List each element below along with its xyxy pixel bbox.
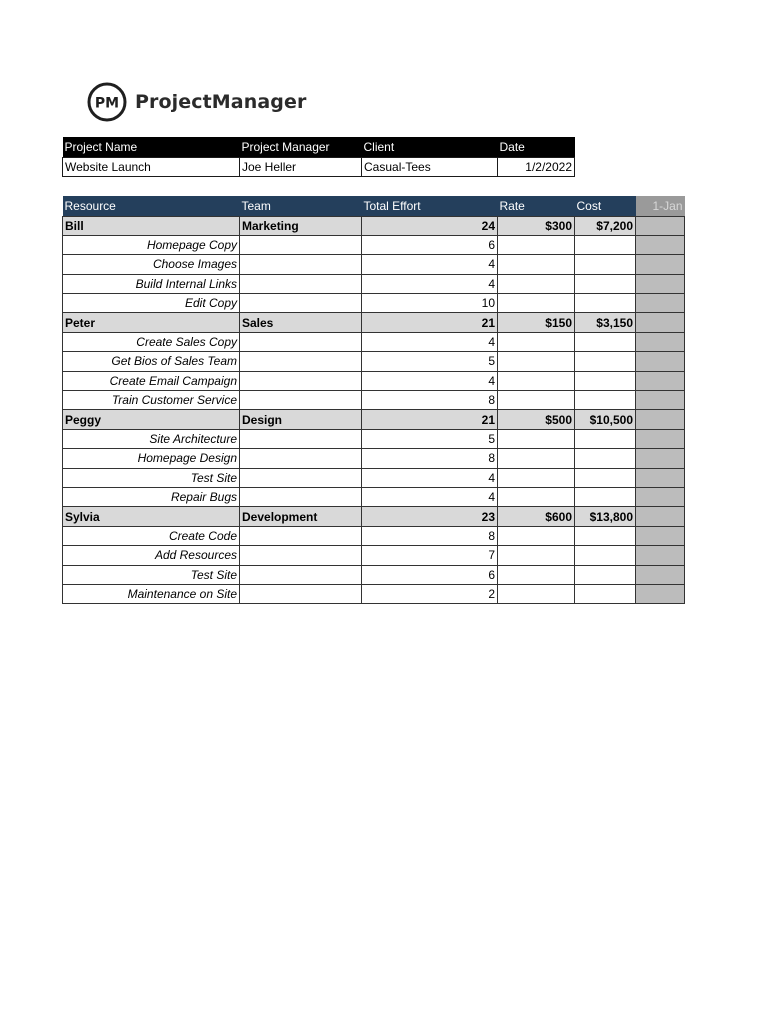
cost-cell[interactable] <box>575 565 636 584</box>
rate-cell[interactable] <box>498 235 575 254</box>
day-cell[interactable] <box>636 352 685 371</box>
day-header: 1-Jan <box>636 196 685 216</box>
rate-cell[interactable]: $500 <box>498 410 575 429</box>
project-name-header: Project Name <box>63 137 240 157</box>
task-effort-cell[interactable]: 5 <box>362 352 498 371</box>
day-cell[interactable] <box>636 410 685 429</box>
task-effort-cell[interactable]: 4 <box>362 371 498 390</box>
total-effort-cell[interactable]: 24 <box>362 216 498 235</box>
team-cell[interactable] <box>240 526 362 545</box>
task-row <box>63 332 685 351</box>
day-cell[interactable] <box>636 255 685 274</box>
task-effort-cell[interactable]: 4 <box>362 332 498 351</box>
task-effort-cell[interactable]: 8 <box>362 526 498 545</box>
total-effort-cell[interactable]: 23 <box>362 507 498 526</box>
team-cell[interactable] <box>240 546 362 565</box>
resource-name-cell[interactable]: Bill <box>63 216 240 235</box>
rate-cell[interactable] <box>498 565 575 584</box>
projectmanager-logo <box>87 82 306 122</box>
rate-header: Rate <box>498 196 575 216</box>
task-name-cell[interactable]: Choose Images <box>63 255 240 274</box>
team-cell[interactable] <box>240 274 362 293</box>
total-effort-header: Total Effort <box>362 196 498 216</box>
day-cell[interactable] <box>636 294 685 313</box>
task-row <box>63 449 685 468</box>
date-cell[interactable]: 1/2/2022 <box>498 157 575 176</box>
resource-name-cell[interactable]: Sylvia <box>63 507 240 526</box>
project-info-row <box>63 157 575 176</box>
task-effort-cell[interactable]: 4 <box>362 255 498 274</box>
day-cell[interactable] <box>636 507 685 526</box>
task-name-cell[interactable]: Add Resources <box>63 546 240 565</box>
cost-cell[interactable]: $7,200 <box>575 216 636 235</box>
task-effort-cell[interactable]: 6 <box>362 235 498 254</box>
cost-header: Cost <box>575 196 636 216</box>
task-effort-cell[interactable]: 6 <box>362 565 498 584</box>
cost-cell[interactable] <box>575 546 636 565</box>
team-header: Team <box>240 196 362 216</box>
project-manager-header: Project Manager <box>240 137 362 157</box>
rate-cell[interactable] <box>498 391 575 410</box>
team-cell[interactable] <box>240 371 362 390</box>
day-cell[interactable] <box>636 468 685 487</box>
cost-cell[interactable] <box>575 487 636 506</box>
cost-cell[interactable] <box>575 352 636 371</box>
day-cell[interactable] <box>636 546 685 565</box>
task-name-cell[interactable]: Create Sales Copy <box>63 332 240 351</box>
cost-cell[interactable] <box>575 468 636 487</box>
task-effort-cell[interactable]: 4 <box>362 487 498 506</box>
task-name-cell[interactable]: Homepage Design <box>63 449 240 468</box>
rate-cell[interactable] <box>498 449 575 468</box>
task-name-cell[interactable]: Maintenance on Site <box>63 584 240 603</box>
total-effort-cell[interactable]: 21 <box>362 313 498 332</box>
task-row <box>63 468 685 487</box>
task-name-cell[interactable]: Create Code <box>63 526 240 545</box>
task-row <box>63 371 685 390</box>
task-effort-cell[interactable]: 10 <box>362 294 498 313</box>
cost-cell[interactable] <box>575 449 636 468</box>
task-name-cell[interactable]: Test Site <box>63 565 240 584</box>
resource-name-cell[interactable]: Peter <box>63 313 240 332</box>
day-cell[interactable] <box>636 526 685 545</box>
rate-cell[interactable]: $300 <box>498 216 575 235</box>
client-header: Client <box>362 137 498 157</box>
logo-mark-text: PM <box>94 95 120 112</box>
rate-cell[interactable]: $600 <box>498 507 575 526</box>
rate-cell[interactable]: $150 <box>498 313 575 332</box>
task-name-cell[interactable]: Get Bios of Sales Team <box>63 352 240 371</box>
rate-cell[interactable] <box>498 487 575 506</box>
cost-cell[interactable] <box>575 255 636 274</box>
task-row <box>63 487 685 506</box>
rate-cell[interactable] <box>498 352 575 371</box>
cost-cell[interactable]: $3,150 <box>575 313 636 332</box>
cost-cell[interactable] <box>575 526 636 545</box>
team-cell[interactable]: Development <box>240 507 362 526</box>
team-cell[interactable] <box>240 352 362 371</box>
task-effort-cell[interactable]: 2 <box>362 584 498 603</box>
task-row <box>63 391 685 410</box>
team-cell[interactable] <box>240 584 362 603</box>
task-row <box>63 294 685 313</box>
task-row <box>63 255 685 274</box>
task-name-cell[interactable]: Edit Copy <box>63 294 240 313</box>
day-cell[interactable] <box>636 565 685 584</box>
total-effort-cell[interactable]: 21 <box>362 410 498 429</box>
task-name-cell[interactable]: Create Email Campaign <box>63 371 240 390</box>
task-row <box>63 546 685 565</box>
task-row <box>63 352 685 371</box>
rate-cell[interactable] <box>498 332 575 351</box>
task-effort-cell[interactable]: 7 <box>362 546 498 565</box>
task-name-cell[interactable]: Train Customer Service <box>63 391 240 410</box>
cost-cell[interactable] <box>575 371 636 390</box>
rate-cell[interactable] <box>498 294 575 313</box>
cost-cell[interactable]: $13,800 <box>575 507 636 526</box>
day-cell[interactable] <box>636 216 685 235</box>
task-name-cell[interactable]: Build Internal Links <box>63 274 240 293</box>
team-cell[interactable] <box>240 391 362 410</box>
day-cell[interactable] <box>636 274 685 293</box>
cost-cell[interactable] <box>575 274 636 293</box>
task-name-cell[interactable]: Test Site <box>63 468 240 487</box>
cost-cell[interactable] <box>575 332 636 351</box>
rate-cell[interactable] <box>498 526 575 545</box>
task-effort-cell[interactable]: 5 <box>362 429 498 448</box>
team-cell[interactable] <box>240 565 362 584</box>
pm-logo-icon <box>87 82 127 122</box>
resource-header: Resource <box>63 196 240 216</box>
date-header: Date <box>498 137 575 157</box>
rate-cell[interactable] <box>498 274 575 293</box>
day-cell[interactable] <box>636 487 685 506</box>
team-cell[interactable] <box>240 255 362 274</box>
task-row <box>63 429 685 448</box>
task-row <box>63 235 685 254</box>
rate-cell[interactable] <box>498 429 575 448</box>
resource-group-row <box>63 313 685 332</box>
cost-cell[interactable]: $10,500 <box>575 410 636 429</box>
cost-cell[interactable] <box>575 235 636 254</box>
project-manager-cell[interactable]: Joe Heller <box>240 157 362 176</box>
day-cell[interactable] <box>636 332 685 351</box>
day-cell[interactable] <box>636 584 685 603</box>
task-name-cell[interactable]: Site Architecture <box>63 429 240 448</box>
day-cell[interactable] <box>636 429 685 448</box>
resource-header-row <box>63 196 685 216</box>
logo-text: ProjectManager <box>135 91 307 113</box>
task-effort-cell[interactable]: 8 <box>362 391 498 410</box>
project-name-cell[interactable]: Website Launch <box>63 157 240 176</box>
team-cell[interactable]: Design <box>240 410 362 429</box>
day-cell[interactable] <box>636 391 685 410</box>
cost-cell[interactable] <box>575 294 636 313</box>
client-cell[interactable]: Casual-Tees <box>362 157 498 176</box>
resource-table-body <box>63 216 685 604</box>
rate-cell[interactable] <box>498 468 575 487</box>
task-row <box>63 584 685 603</box>
team-cell[interactable] <box>240 332 362 351</box>
rate-cell[interactable] <box>498 255 575 274</box>
task-name-cell[interactable]: Homepage Copy <box>63 235 240 254</box>
resource-group-row <box>63 216 685 235</box>
task-name-cell[interactable]: Repair Bugs <box>63 487 240 506</box>
rate-cell[interactable] <box>498 584 575 603</box>
team-cell[interactable]: Marketing <box>240 216 362 235</box>
rate-cell[interactable] <box>498 546 575 565</box>
team-cell[interactable] <box>240 294 362 313</box>
task-effort-cell[interactable]: 8 <box>362 449 498 468</box>
task-row <box>63 565 685 584</box>
task-effort-cell[interactable]: 4 <box>362 468 498 487</box>
cost-cell[interactable] <box>575 429 636 448</box>
day-cell[interactable] <box>636 449 685 468</box>
project-info-table <box>62 137 575 177</box>
day-cell[interactable] <box>636 313 685 332</box>
team-cell[interactable] <box>240 235 362 254</box>
team-cell[interactable]: Sales <box>240 313 362 332</box>
day-cell[interactable] <box>636 235 685 254</box>
cost-cell[interactable] <box>575 584 636 603</box>
team-cell[interactable] <box>240 449 362 468</box>
resource-table <box>62 196 685 604</box>
team-cell[interactable] <box>240 487 362 506</box>
cost-cell[interactable] <box>575 391 636 410</box>
rate-cell[interactable] <box>498 371 575 390</box>
task-row <box>63 526 685 545</box>
team-cell[interactable] <box>240 468 362 487</box>
resource-group-row <box>63 410 685 429</box>
day-cell[interactable] <box>636 371 685 390</box>
team-cell[interactable] <box>240 429 362 448</box>
resource-group-row <box>63 507 685 526</box>
task-row <box>63 274 685 293</box>
task-effort-cell[interactable]: 4 <box>362 274 498 293</box>
resource-name-cell[interactable]: Peggy <box>63 410 240 429</box>
project-info-header-row <box>63 137 575 157</box>
